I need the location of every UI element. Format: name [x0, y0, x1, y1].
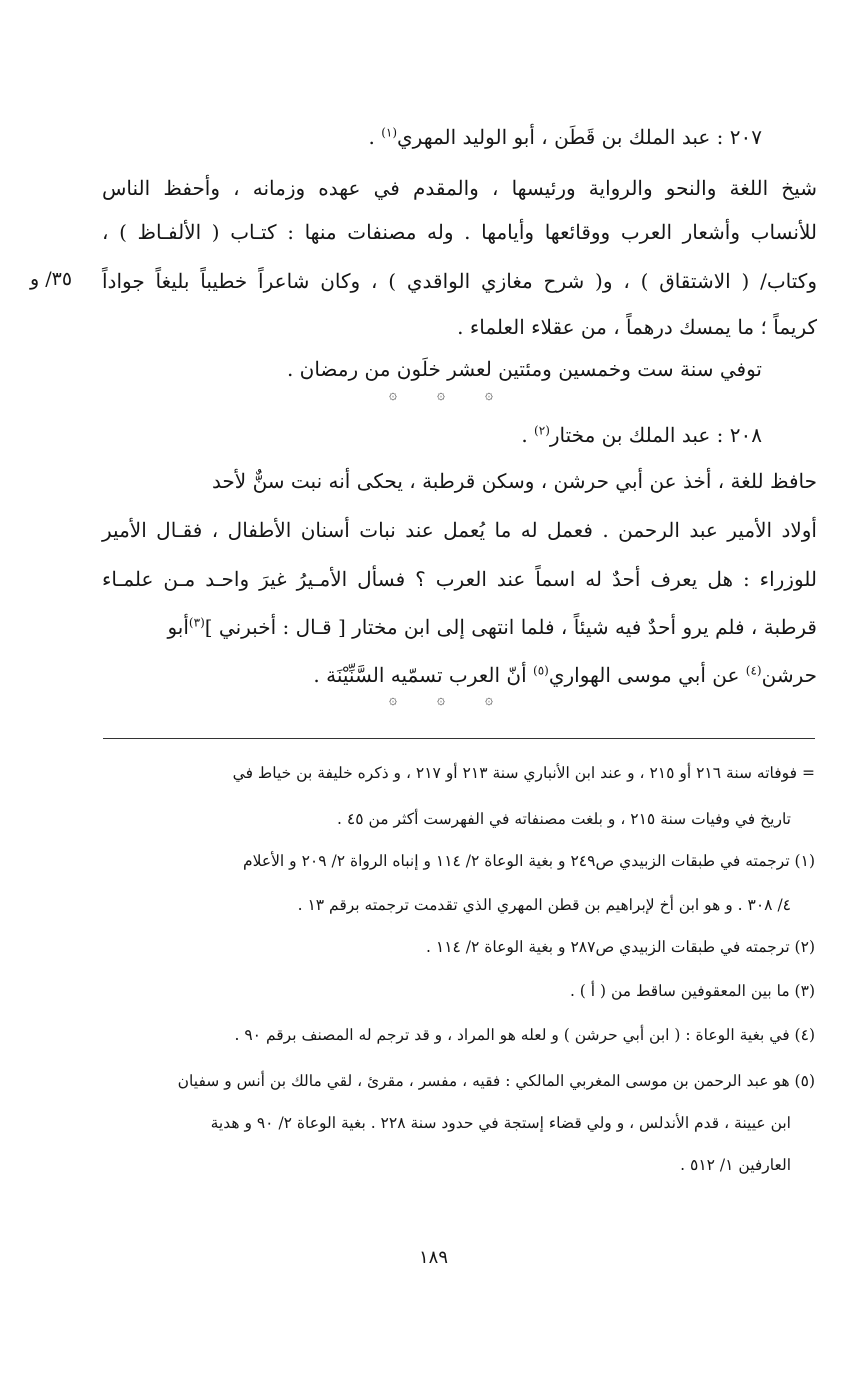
entry-207-line-2: للأنساب وأشعار العرب ووقائعها وأيامها . وله مصنفات منها : كتـاب ( الألفـاظ ) ، [102, 220, 817, 244]
separator-2 [369, 692, 513, 708]
separator-glyph: ۞ [436, 692, 446, 708]
footnote-line-5: (٢) ترجمته في طبقات الزبيدي ص٢٨٧ و بغية الوعاة ٢/ ١١٤ . [426, 938, 815, 956]
margin-folio-note: ٣٥/ و [30, 268, 73, 290]
separator-glyph: ۞ [436, 387, 446, 403]
separator-glyph: ۞ [484, 692, 494, 708]
entry-208-line-4: قرطبة ، فلم يرو أحدٌ فيه شيئاً ، فلما انتهى إلى ابن مختار [ قـال : أخبرني ]$^{(٣)}$أبو [167, 615, 817, 639]
separator-1 [369, 387, 513, 403]
footnote-line-1: = فوفاته سنة ٢١٦ أو ٢١٥ ، و عند ابن الأنباري سنة ٢١٣ أو ٢١٧ ، و ذكره خليفة بن خياط في [232, 764, 815, 782]
entry-207-line-3: وكتاب/ ( الاشتقاق ) ، و( شرح مغازي الواقدي ) ، وكان شاعراً خطيباً بليغاً جواداً [102, 269, 817, 293]
entry-208-heading: ٢٠٨ : عبد الملك بن مختار$^{(٢)}$ . [521, 423, 762, 447]
entry-208-line-2: أولاد الأمير عبد الرحمن . فعمل له ما يُعمل عند نبات أسنان الأطفال ، فقـال الأمير [102, 518, 817, 542]
footnote-line-6: (٣) ما بين المعقوفين ساقط من ( أ ) . [569, 982, 815, 1000]
footnote-line-7: (٤) في بغية الوعاة : ( ابن أبي حرشن ) و لعله هو المراد ، و قد ترجم له المصنف برقم ٩٠ . [234, 1026, 815, 1044]
separator-glyph: ۞ [484, 387, 494, 403]
footnote-line-2: تاريخ في وفيات سنة ٢١٥ ، و بلغت مصنفاته في الفهرست أكثر من ٤٥ . [337, 810, 791, 828]
entry-208-line-3: للوزراء : هل يعرف أحدٌ له اسماً عند العرب ؟ فسأل الأمـيرُ غيرَ واحـد مـن علمـاء [102, 567, 817, 591]
footnote-ref-1: (١) [381, 125, 398, 140]
footnote-ref-4: (٤) [745, 663, 762, 678]
page-number: ١٨٩ [418, 1247, 448, 1268]
footnote-line-9: ابن عيينة ، قدم الأندلس ، و ولي قضاء إستجة في حدود سنة ٢٢٨ . بغية الوعاة ٢/ ٩٠ و هدية [210, 1114, 791, 1132]
footnote-ref-5: (٥) [533, 663, 549, 678]
footnote-line-3: (١) ترجمته في طبقات الزبيدي ص٢٤٩ و بغية الوعاة ٢/ ١١٤ و إنباه الرواة ٢/ ٢٠٩ و الأعلام [243, 852, 815, 870]
entry-208-line-5: حرشن$^{(٤)}$ عن أبي موسى الهواري$^{(٥)}$ أنّ العرب تسمّيه السَّنِّيْنَة . [313, 663, 817, 687]
footnote-ref-2: (٢) [534, 423, 550, 438]
entry-208-line-1: حافظ للغة ، أخذ عن أبي حرشن ، وسكن قرطبة ، يحكى أنه نبت سنٌّ لأحد [211, 469, 817, 493]
footnote-ref-3: (٣) [188, 615, 205, 630]
footnote-line-8: (٥) هو عبد الرحمن بن موسى المغربي المالكي : فقيه ، مفسر ، مقرئ ، لقي مالك بن أنس و سفيان [177, 1072, 815, 1090]
footnote-rule [103, 738, 815, 739]
separator-glyph: ۞ [388, 387, 398, 403]
entry-207-line-1: شيخ اللغة والنحو والرواية ورئيسها ، والمقدم في عهده وزمانه ، وأحفظ الناس [102, 176, 817, 200]
footnote-line-4: ٤/ ٣٠٨ . و هو ابن أخ لإبراهيم بن قطن المهري الذي تقدمت ترجمته برقم ١٣ . [297, 896, 791, 914]
entry-207-line-4: كريماً ؛ ما يمسك درهماً ، من عقلاء العلماء . [457, 315, 817, 339]
separator-glyph: ۞ [388, 692, 398, 708]
entry-207-heading: ٢٠٧ : عبد الملك بن قَطَن ، أبو الوليد المهري$^{(١)}$ . [368, 125, 762, 149]
entry-207-death: توفي سنة ست وخمسين ومئتين لعشر خلَون من رمضان . [286, 357, 762, 381]
footnote-line-10: العارفين ١/ ٥١٢ . [680, 1156, 791, 1174]
